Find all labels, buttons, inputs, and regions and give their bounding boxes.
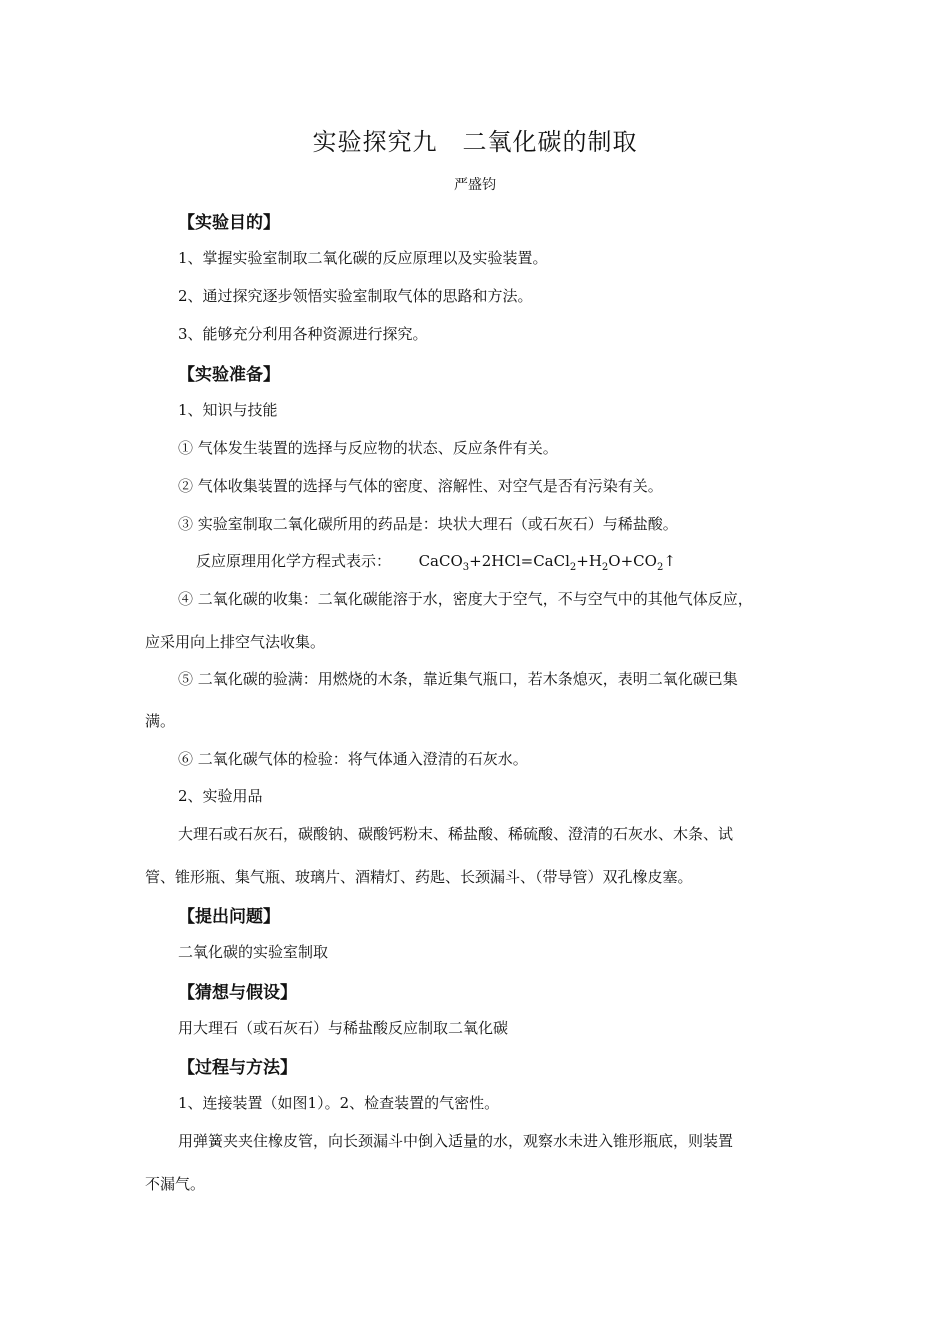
document-author: 严盛钧	[454, 177, 496, 193]
section-heading-method: 【过程与方法】	[178, 1058, 297, 1078]
prep-subheading-knowledge: 1、知识与技能	[178, 401, 278, 419]
prep-item-5-line-1: ⑤ 二氧化碳的验满：用燃烧的木条，靠近集气瓶口，若木条熄灭，表明二氧化碳已集	[178, 670, 738, 688]
prep-item-3: ③ 实验室制取二氧化碳所用的药品是：块状大理石（或石灰石）与稀盐酸。	[178, 515, 678, 533]
method-line-2: 用弹簧夹夹住橡皮管，向长颈漏斗中倒入适量的水，观察水未进入锥形瓶底，则装置	[178, 1132, 734, 1150]
prep-item-6: ⑥ 二氧化碳气体的检验：将气体通入澄清的石灰水。	[178, 750, 528, 768]
purpose-line-1: 1、掌握实验室制取二氧化碳的反应原理以及实验装置。	[178, 249, 548, 267]
method-line-1: 1、连接装置（如图1）。2、检查装置的气密性。	[178, 1094, 500, 1112]
prep-item-2: ② 气体收集装置的选择与气体的密度、溶解性、对空气是否有污染有关。	[178, 477, 663, 495]
gas-arrow-icon: ↑	[663, 552, 676, 570]
supplies-line-2: 管、锥形瓶、集气瓶、玻璃片、酒精灯、药匙、长颈漏斗、（带导管）双孔橡皮塞。	[145, 868, 693, 886]
purpose-line-2: 2、通过探究逐步领悟实验室制取气体的思路和方法。	[178, 287, 533, 305]
chemical-equation: $CaCO_3+2HCl=CaCl_2+H_2O+CO_2↑$	[418, 552, 676, 573]
prep-subheading-supplies: 2、实验用品	[178, 787, 263, 805]
section-heading-question: 【提出问题】	[178, 907, 280, 927]
section-heading-hypothesis: 【猜想与假设】	[178, 983, 297, 1003]
purpose-line-3: 3、能够充分利用各种资源进行探究。	[178, 325, 428, 343]
prep-item-1: ① 气体发生装置的选择与反应物的状态、反应条件有关。	[178, 439, 558, 457]
chemical-equation-line	[196, 550, 676, 573]
equation-intro: 反应原理用化学方程式表示：	[196, 552, 392, 570]
hypothesis-text: 用大理石（或石灰石）与稀盐酸反应制取二氧化碳	[178, 1019, 509, 1037]
method-line-3: 不漏气。	[145, 1175, 206, 1193]
document-title: 实验探究九 二氧化碳的制取	[312, 128, 638, 156]
section-heading-prep: 【实验准备】	[178, 365, 280, 385]
section-heading-purpose: 【实验目的】	[178, 213, 280, 233]
supplies-line-1: 大理石或石灰石，碳酸钠、碳酸钙粉末、稀盐酸、稀硫酸、澄清的石灰水、木条、试	[178, 825, 734, 843]
prep-item-5-line-2: 满。	[145, 712, 176, 730]
question-text: 二氧化碳的实验室制取	[178, 943, 329, 961]
prep-item-4-line-1: ④ 二氧化碳的收集：二氧化碳能溶于水，密度大于空气，不与空气中的其他气体反应，	[178, 590, 753, 608]
prep-item-4-line-2: 应采用向上排空气法收集。	[145, 633, 326, 651]
